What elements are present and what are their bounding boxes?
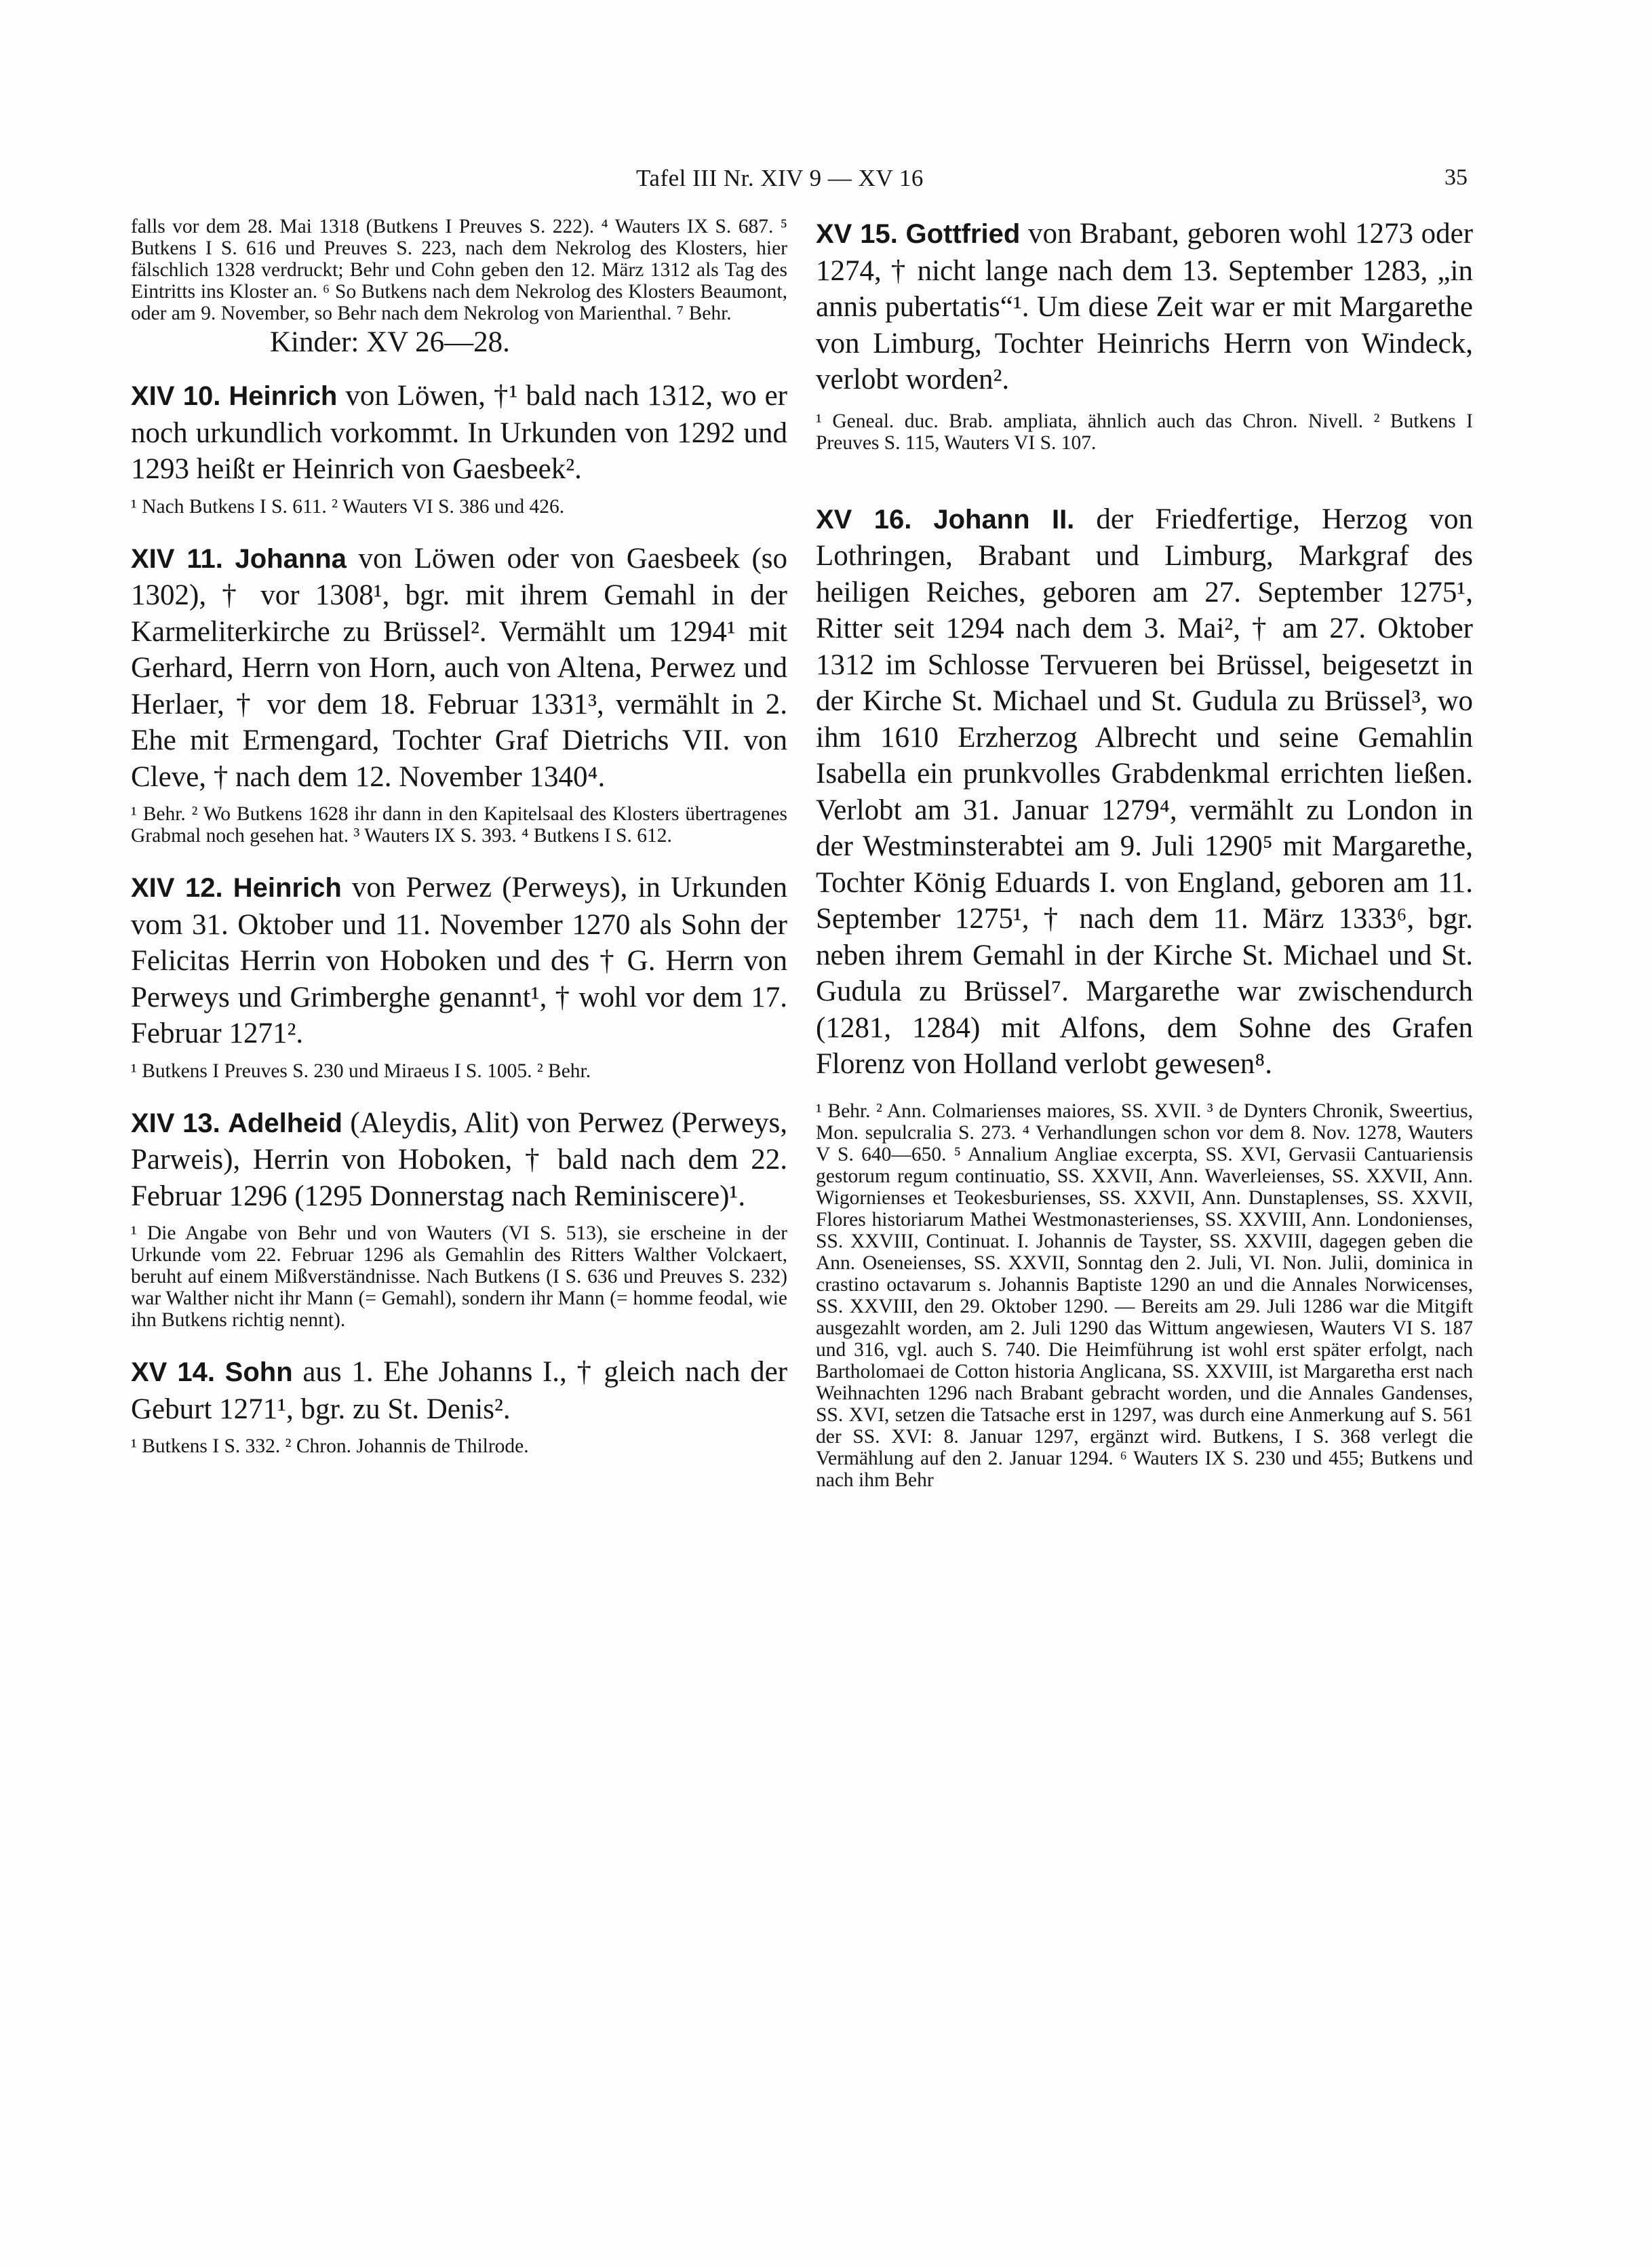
right-column [816,216,1473,1491]
continued-footnote: falls vor dem 28. Mai 1318 (Butkens I Preuves S. 222). ⁴ Wauters IX S. 687. ⁵ Butkens I S. 616 und Preuves S. 223, nach dem Nekrolog des Klosters, hier fälschlich 1328 verdruckt; Behr und Cohn geben den 12. März 1312 als Tag des Eintritts ins Kloster an. ⁶ So Butkens nach dem Nekrolog des Klosters Beaumont, oder am 9. November, so Behr nach dem Nekrolog von Marienthal. ⁷ Behr. [131,216,787,324]
entry-name: Johanna [235,543,347,574]
entry-footnotes: ¹ Behr. ² Ann. Colmarienses maiores, SS. XVII. ³ de Dynters Chronik, Sweertius, Mon. sepulcralia S. 273. ⁴ Verhandlungen schon vor dem 8. Nov. 1278, Wauters V S. 640—650. ⁵ Annalium Angliae excerpta, SS. XVI, Gervasii Cantuariensis gestorum regum continuatio, SS. XXVII, Ann. Waverleienses, SS. XXVII, Ann. Wigornienses et Teokesburienses, SS. XXVII, Ann. Dunstaplenses, SS. XXVII, Flores historiarum Mathei Westmonasterienses, SS. XXVIII, Ann. Londonienses, SS. XXVIII, Continuat. I. Johannis de Tayster, SS. XXVIII, dagegen geben die Ann. Oseneienses, SS. XXVII, Sonntag den 2. Juli, VI. Non. Julii, dominica in crastino octavarum s. Johannis Baptiste 1290 an und die Annales Norwicenses, SS. XXVIII, den 29. Oktober 1290. — Bereits am 29. Juli 1286 war die Mitgift ausgezahlt worden, am 2. Juli 1290 das Wittum angewiesen, Wauters VI S. 187 und 316, vgl. auch S. 740. Die Heimführung ist wohl erst später erfolgt, nach Bartholomaei de Cotton historia Anglicana, SS. XXVIII, ist Margaretha erst nach Weihnachten 1296 nach Brabant gebracht worden, und die Annales Gandenses, SS. XVI, setzen die Tatsache erst in 1297, was durch eine Anmerkung auf S. 561 der SS. XVI: 8. Januar 1297, ergänzt wird. Butkens, I S. 368 verlegt die Vermählung auf den 2. Januar 1294. ⁶ Wauters IX S. 230 und 455; Butkens und nach ihm Behr [816,1100,1473,1491]
children-reference: Kinder: XV 26—28. [270,326,510,358]
entry-text [816,501,1473,1083]
page-header [0,165,1652,199]
entry-footnotes: ¹ Nach Butkens I S. 611. ² Wauters VI S. 386 und 426. [131,495,565,518]
entry-body: der Friedfertige, Herzog von Lothringen, Brabant und Limburg, Markgraf des heiligen Reiches, geboren am 27. September 1275¹, Ritter seit 1294 nach dem 3. Mai², † am 27. Oktober 1312 im Schlosse Tervueren bei Brüssel, beigesetzt in der Kirche St. Michael und St. Gudula zu Brüssel³, wo ihm 1610 Erzherzog Albrecht und seine Gemahlin Isabella ein prunkvolles Grabdenkmal errichten ließen. Verlobt am 31. Januar 1279⁴, vermählt zu London in der Westminsterabtei am 9. Juli 1290⁵ mit Margarethe, Tochter König Eduards I. von England, geboren am 11. September 1275¹, † nach dem 11. März 1333⁶, bgr. neben ihrem Gemahl in der Kirche St. Michael und St. Gudula zu Brüssel⁷. Margarethe war zwischendurch (1281, 1284) mit Alfons, dem Sohne des Grafen Florenz von Holland verlobt gewesen⁸. [816,503,1474,1080]
entry-footnotes: ¹ Geneal. duc. Brab. ampliata, ähnlich auch das Chron. Nivell. ² Butkens I Preuves S. 115, Wauters VI S. 107. [816,410,1473,454]
entry-id: XIV 11. [131,543,223,574]
entry-xiv-12 [131,870,787,1082]
entry-xv-14 [131,1354,787,1457]
entry-id: XIV 13. [131,1108,220,1138]
entry-name: Johann II. [933,504,1075,535]
entry-xiv-11 [131,541,787,847]
entry-text [131,1354,787,1427]
entry-name: Adelheid [228,1108,342,1138]
entry-body: von Löwen oder von Gaesbeek (so 1302), † vor 1308¹, bgr. mit ihrem Gemahl in der Karmeliterkirche zu Brüssel². Vermählt um 1294¹ mit Gerhard, Herrn von Horn, auch von Altena, Perwez und Herlaer, † vor dem 18. Februar 1331³, vermählt in 2. Ehe mit Ermengard, Tochter Graf Dietrichs VII. von Cleve, † nach dem 12. November 1340⁴. [131,542,788,793]
entry-body: von Perwez (Perweys), in Urkunden vom 31. Oktober und 11. November 1270 als Sohn der Felicitas Herrin von Hoboken und des † G. Herrn von Perweys und Grimberghe genannt¹, † wohl vor dem 17. Februar 1271². [131,872,788,1049]
entry-id: XV 16. [816,504,912,535]
entry-footnotes: ¹ Behr. ² Wo Butkens 1628 ihr dann in den Kapitelsaal des Klosters übertragenes Grabmal noch gesehen hat. ³ Wauters IX S. 393. ⁴ Butkens I S. 612. [131,803,787,847]
entry-footnotes: ¹ Butkens I Preuves S. 230 und Miraeus I S. 1005. ² Behr. [131,1060,591,1082]
entry-id: XV 15. [816,219,898,249]
entry-text [131,870,787,1052]
entry-body: (Aleydis, Alit) von Perwez (Perweys, Parweis), Herrin von Hoboken, † bald nach dem 22. Februar 1296 (1295 Donnerstag nach Reminiscere)¹. [131,1106,787,1212]
entry-footnotes: ¹ Die Angabe von Behr und von Wauters (VI S. 513), sie erscheine in der Urkunde vom 22. Februar 1296 als Gemahlin des Ritters Walther Volckaert, beruht auf einem Mißverständnisse. Nach Butkens (I S. 636 und Preuves S. 232) war Walther nicht ihr Mann (= Gemahl), sondern ihr Mann (= homme feodal, wie ihn Butkens richtig nennt). [131,1222,787,1331]
entry-text [131,378,787,488]
entry-xv-16 [816,501,1473,1491]
entry-body: aus 1. Ehe Johanns I., † gleich nach der Geburt 1271¹, bgr. zu St. Denis². [131,1356,788,1425]
running-head: Tafel III Nr. XIV 9 — XV 16 [636,165,924,191]
page-number: 35 [1444,165,1468,190]
left-column [131,216,787,1457]
entry-xiv-13 [131,1105,787,1332]
entry-id: XV 14. [131,1357,215,1387]
entry-body: von Löwen, †¹ bald nach 1312, wo er noch urkundlich vorkommt. In Urkunden von 1292 und 1293 heißt er Heinrich von Gaesbeek². [131,380,787,485]
entry-name: Heinrich [233,873,342,903]
entry-text [131,541,787,796]
entry-text [816,216,1473,398]
entry-name: Sohn [224,1357,293,1387]
entry-name: Heinrich [229,381,338,411]
entry-xv-15 [816,216,1473,454]
entry-id: XIV 12. [131,873,223,903]
entry-name: Gottfried [905,219,1021,249]
entry-footnotes: ¹ Butkens I S. 332. ² Chron. Johannis de Thilrode. [131,1435,529,1457]
entry-id: XIV 10. [131,381,221,411]
entry-xiv-10 [131,378,787,518]
entry-body: von Brabant, geboren wohl 1273 oder 1274, † nicht lange nach dem 13. September 1283, „in annis pubertatis“¹. Um diese Zeit war er mit Margarethe von Limburg, Tochter Heinrichs Herrn von Windeck, verlobt worden². [816,218,1474,395]
entry-text [131,1105,787,1215]
